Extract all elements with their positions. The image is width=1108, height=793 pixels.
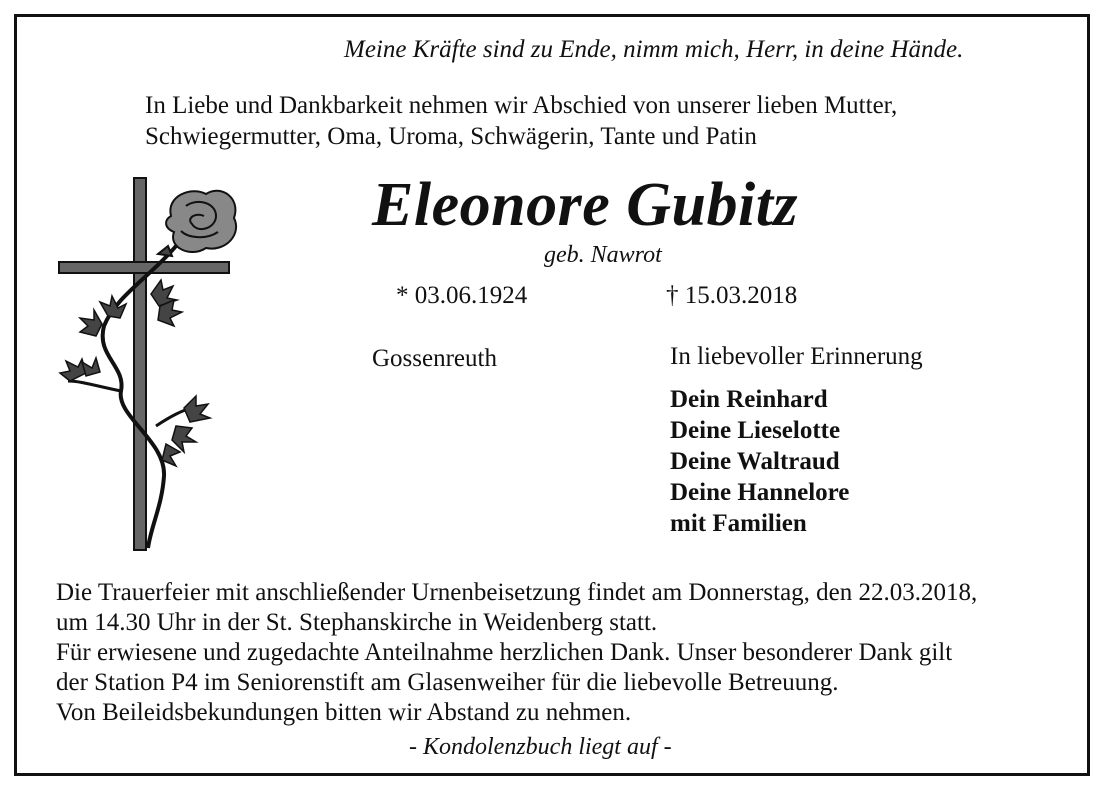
notice-line: um 14.30 Uhr in der St. Stephanskirche in Weidenberg statt. bbox=[56, 609, 658, 636]
deceased-name: Eleonore Gubitz bbox=[372, 171, 799, 239]
notice-line: Von Beileidsbekundungen bitten wir Abstand zu nehmen. bbox=[56, 699, 632, 726]
intro-line: In Liebe und Dankbarkeit nehmen wir Abschied von unserer lieben Mutter, bbox=[145, 92, 898, 119]
signer: Deine Waltraud bbox=[670, 448, 840, 475]
birth-date: * 03.06.1924 bbox=[396, 282, 528, 309]
guestbook-note: - Kondolenzbuch liegt auf - bbox=[409, 734, 672, 760]
signer: Dein Reinhard bbox=[670, 386, 828, 413]
notice-line: Für erwiesene und zugedachte Anteilnahme herzlichen Dank. Unser besonderer Dank gilt bbox=[56, 639, 953, 666]
notice-line: der Station P4 im Seniorenstift am Glasenweiher für die liebevolle Betreuung. bbox=[56, 669, 839, 696]
signer: mit Familien bbox=[670, 510, 807, 537]
hometown: Gossenreuth bbox=[372, 345, 497, 372]
service-notice bbox=[56, 578, 977, 728]
cross-with-rose-icon bbox=[56, 176, 246, 556]
signer: Deine Hannelore bbox=[670, 479, 850, 506]
memory-heading: In liebevoller Erinnerung bbox=[670, 343, 923, 370]
notice-line: Die Trauerfeier mit anschließender Urnenbeisetzung findet am Donnerstag, den 22.03.2018, bbox=[56, 579, 978, 606]
birth-name: geb. Nawrot bbox=[544, 242, 662, 268]
death-date: † 15.03.2018 bbox=[666, 282, 798, 309]
intro-text bbox=[145, 90, 897, 152]
signers-list bbox=[670, 384, 849, 539]
motto-verse: Meine Kräfte sind zu Ende, nimm mich, Herr, in deine Hände. bbox=[344, 36, 964, 63]
signer: Deine Lieselotte bbox=[670, 417, 841, 444]
intro-line: Schwiegermutter, Oma, Uroma, Schwägerin, Tante und Patin bbox=[145, 123, 757, 150]
